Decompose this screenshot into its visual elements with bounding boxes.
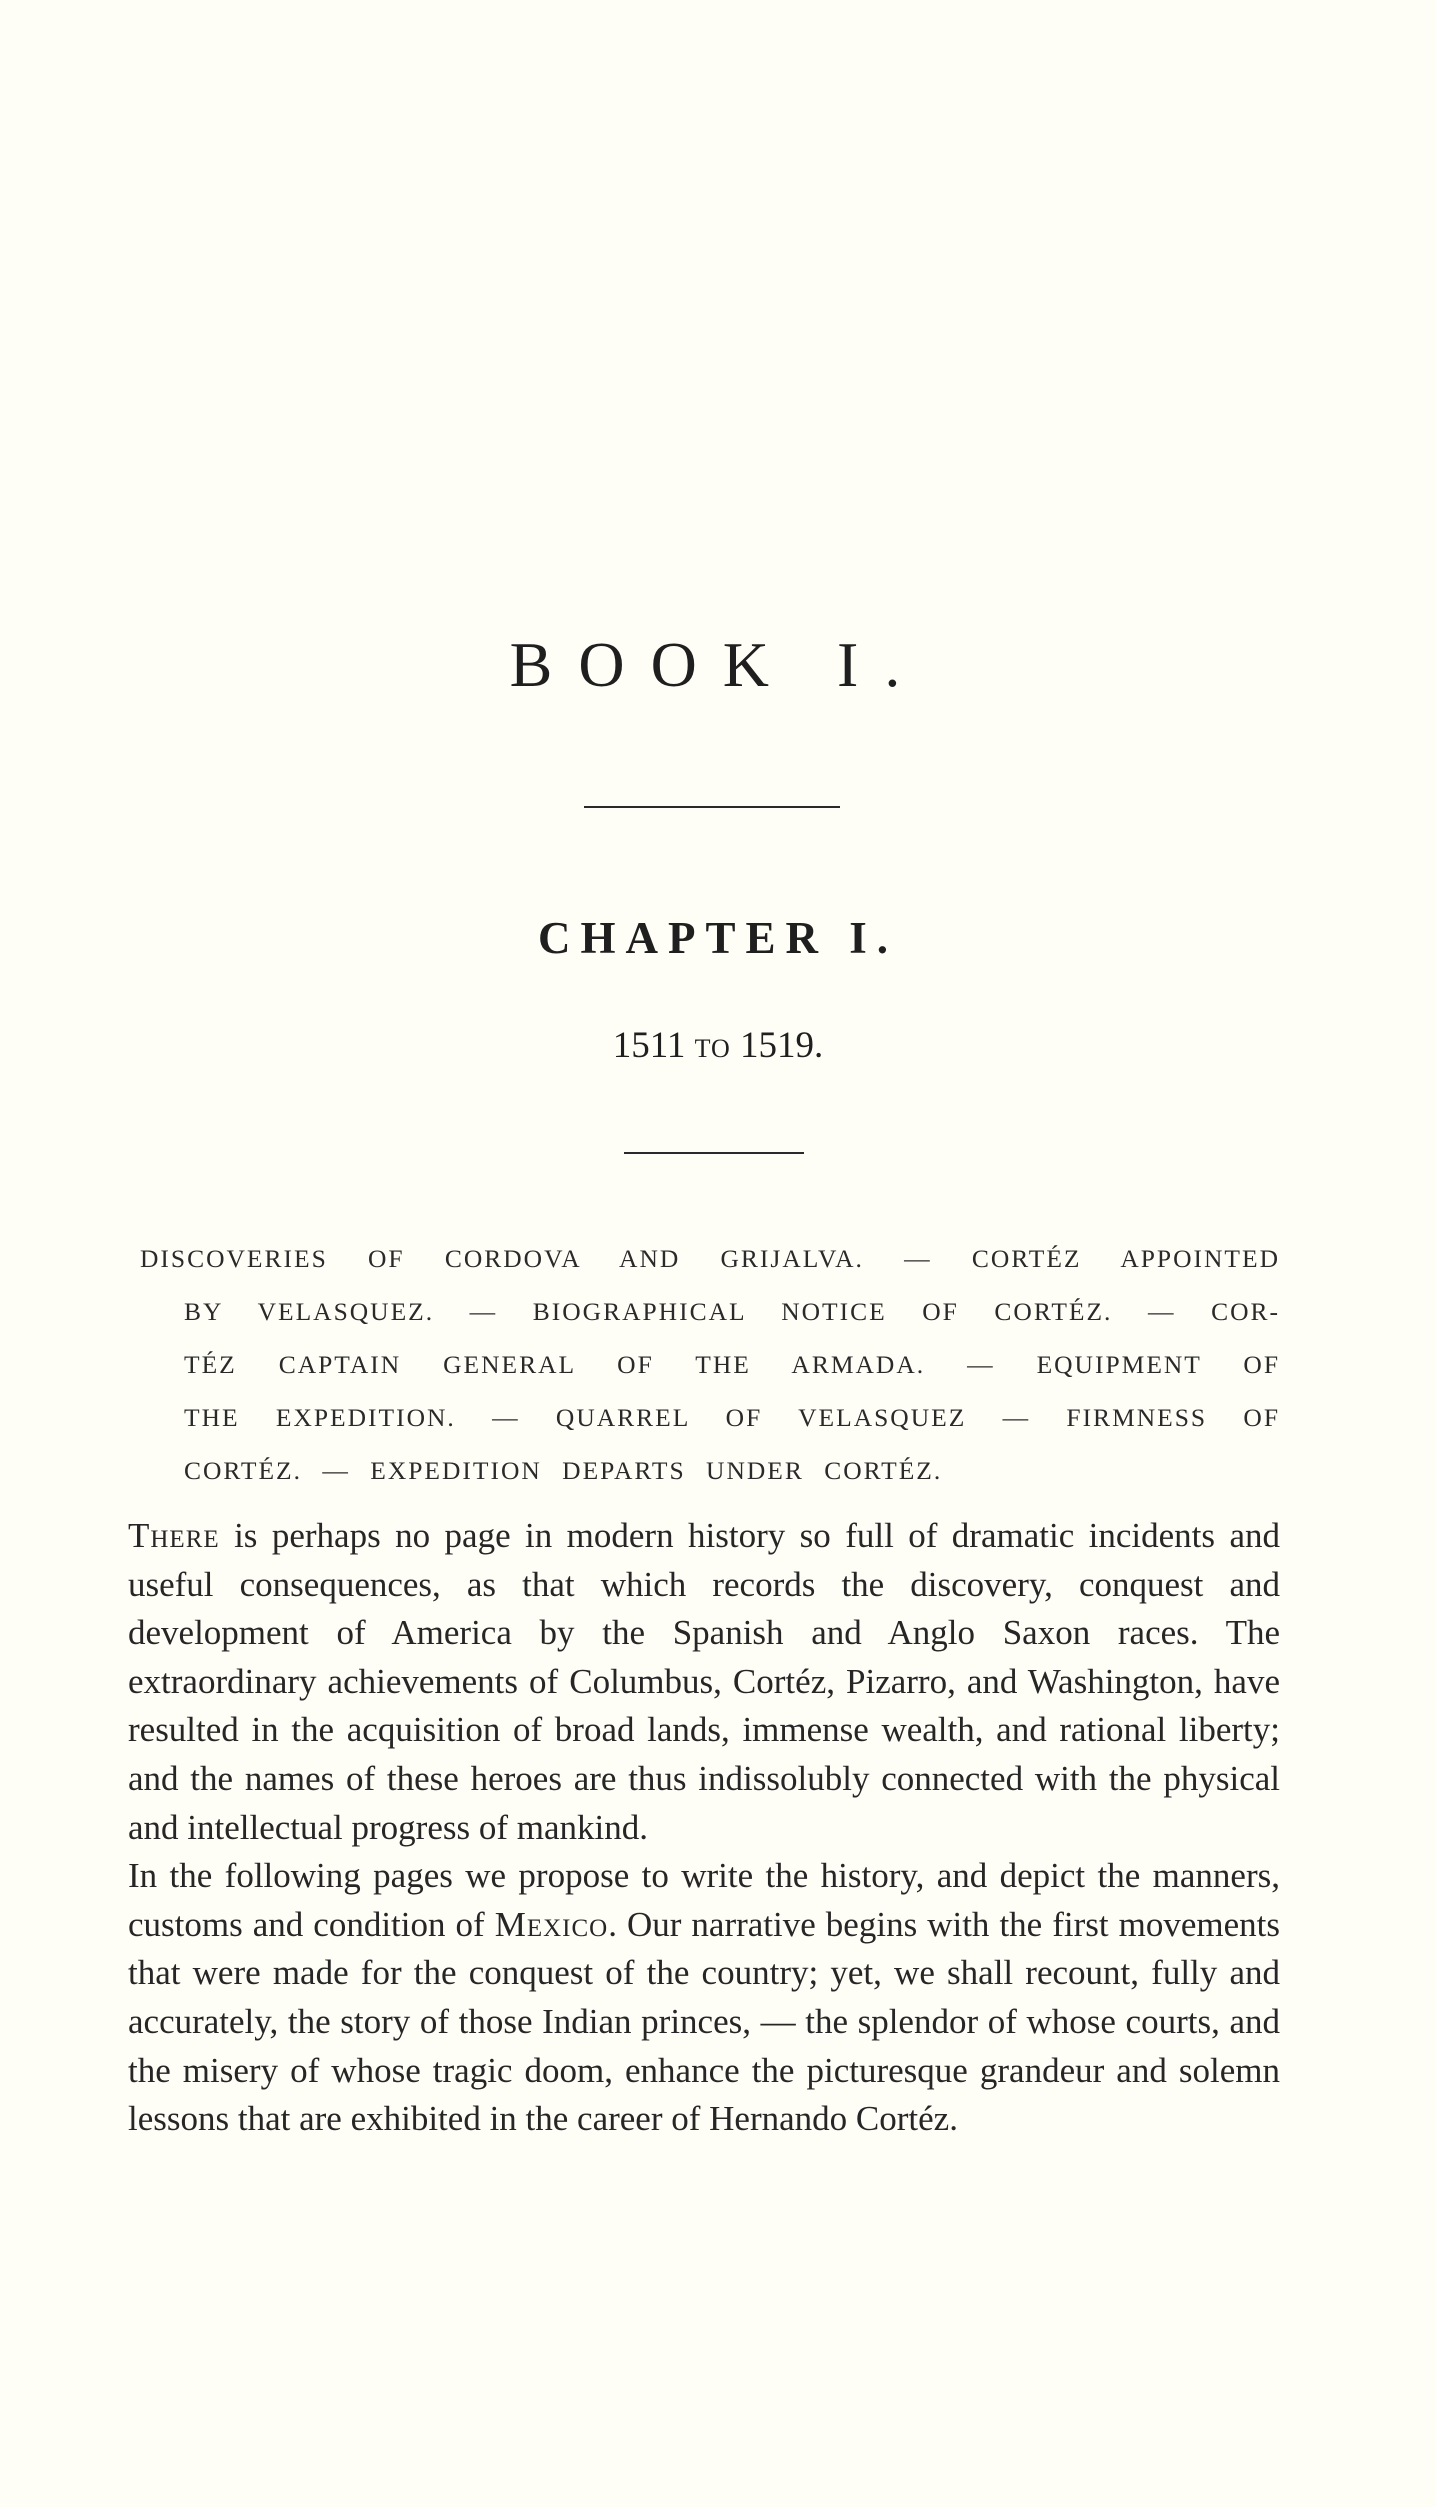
book-title: BOOK I.	[509, 629, 927, 700]
paragraph	[128, 1852, 1280, 2144]
date-end: 1519.	[740, 1025, 824, 1066]
date-start: 1511	[612, 1025, 686, 1066]
paragraph	[128, 1512, 1280, 1852]
synopsis-line: DISCOVERIES OF CORDOVA AND GRIJALVA. — CORTÉZ APPOINTED	[140, 1244, 1280, 1273]
synopsis-line: TÉZ CAPTAIN GENERAL OF THE ARMADA. — EQUIPMENT OF	[184, 1350, 1280, 1379]
date-to: TO	[694, 1034, 731, 1063]
synopsis-line: THE EXPEDITION. — QUARREL OF VELASQUEZ — FIRMNESS OF	[184, 1403, 1280, 1432]
country-name: Mexico	[494, 1904, 609, 1944]
divider-rule	[584, 806, 840, 808]
synopsis-line: BY VELASQUEZ. — BIOGRAPHICAL NOTICE OF CORTÉZ. — COR-	[184, 1297, 1280, 1326]
chapter-title: CHAPTER I.	[537, 913, 899, 963]
synopsis-line: CORTÉZ. — EXPEDITION DEPARTS UNDER CORTÉZ.	[184, 1456, 943, 1485]
chapter-synopsis	[140, 1232, 1280, 1497]
paragraph-text: . Our narrative begins with the first movements that were made for the conquest of the country; yet, we shall recount, fully and accurately, the story of those Indian princes, — the splendor of whose courts, and the misery of whose tragic doom, enhance the picturesque grandeur and solemn lessons that are exhibited in the career of Hernando Cortéz.	[128, 1904, 1280, 2139]
paragraph-lead-word: There	[128, 1516, 220, 1555]
chapter-date-range	[0, 1024, 1436, 1067]
paragraph-text: is perhaps no page in modern history so full of dramatic incidents and useful consequences, as that which records the discovery, conquest and development of America by the Spanish and Anglo Saxon races. The extraordinary achievements of Columbus, Cortéz, Pizarro, and Washington, have resulted in the acquisition of broad lands, immense wealth, and rational liberty; and the names of these heroes are thus indissolubly connected with the physical and intellectual progress of mankind.	[128, 1516, 1280, 1847]
chapter-body	[128, 1512, 1280, 2144]
divider-rule	[624, 1152, 804, 1154]
paragraph-text: In the following pages we propose to write the history, and depict the manners, customs and condition of	[128, 1856, 1280, 1944]
